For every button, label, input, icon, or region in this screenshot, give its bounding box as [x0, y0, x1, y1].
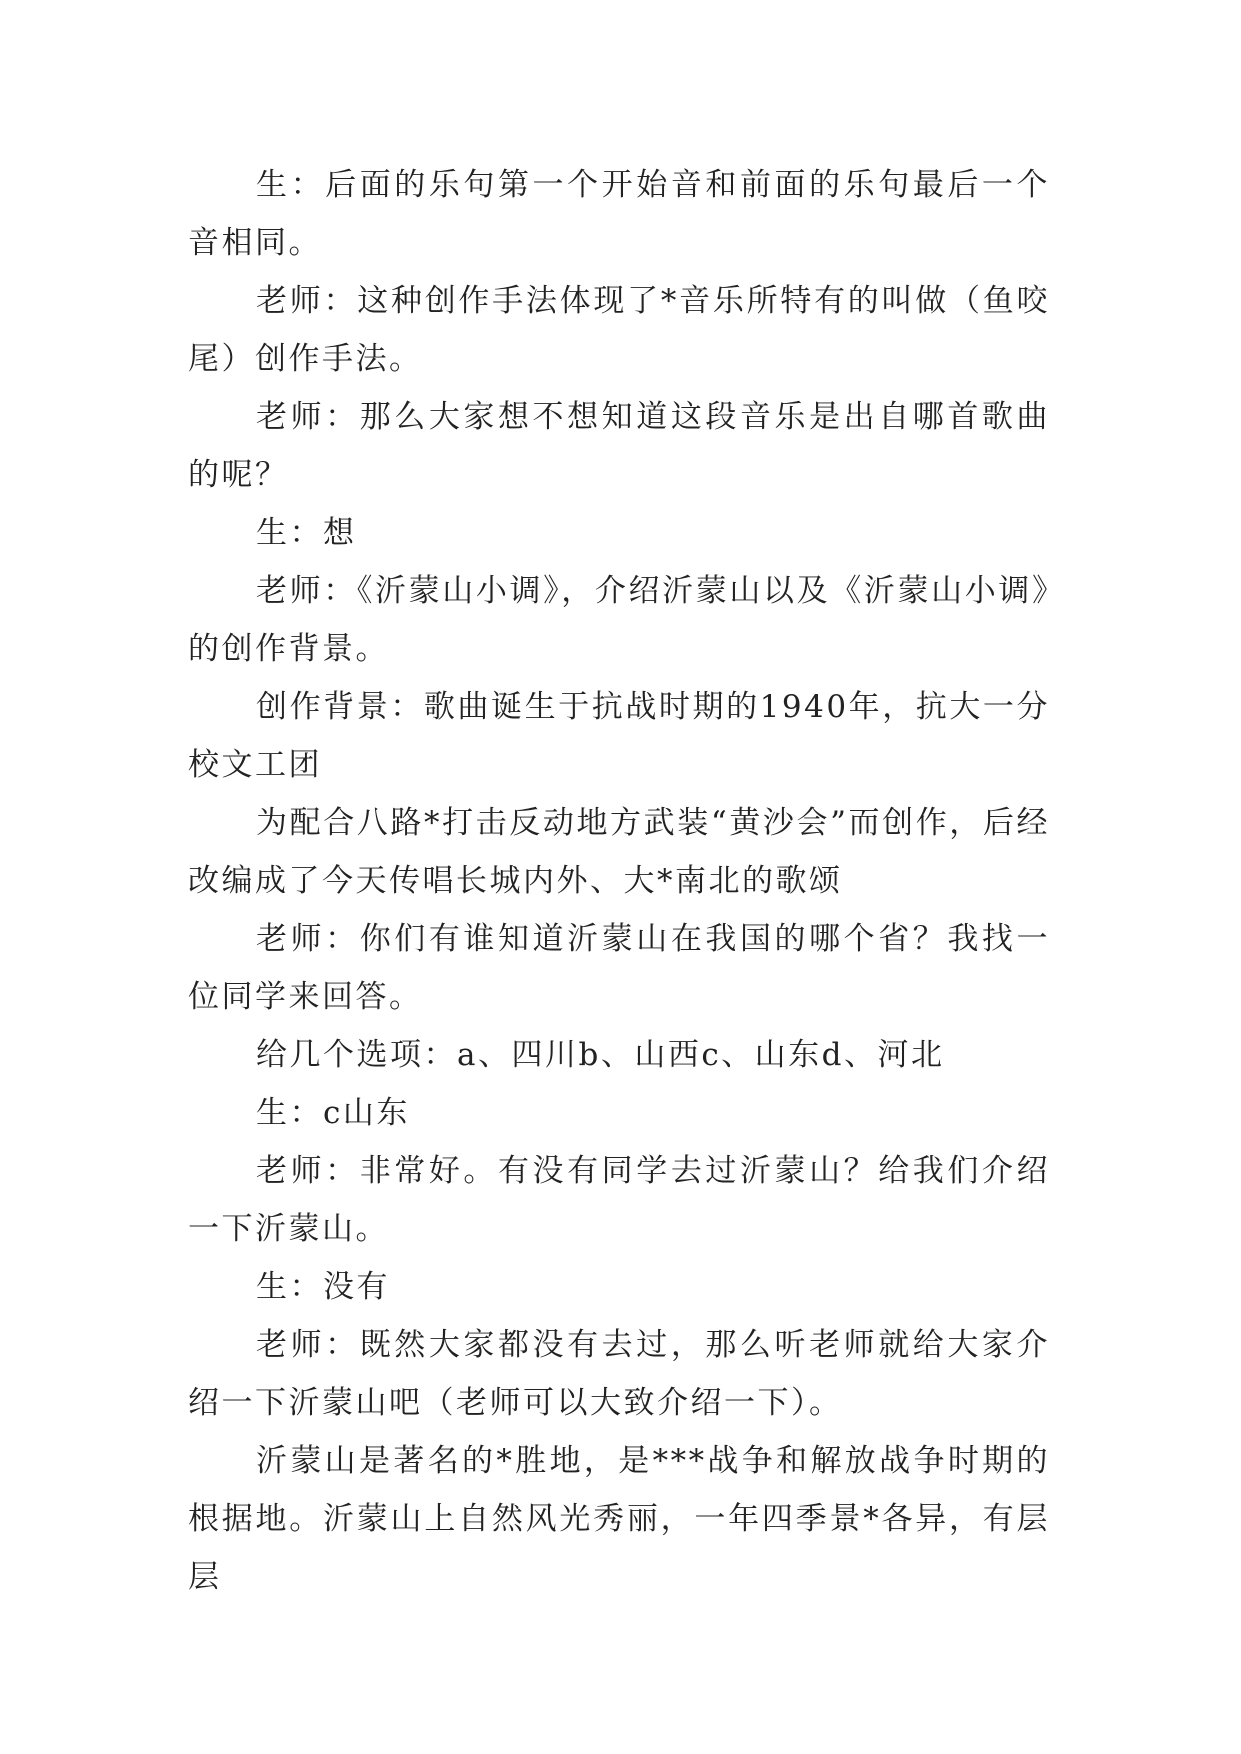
paragraph: 创作背景：歌曲诞生于抗战时期的1940年，抗大一分校文工团 [188, 689, 1050, 783]
paragraph: 生：想 [256, 515, 357, 551]
paragraph: 沂蒙山是著名的*胜地，是***战争和解放战争时期的根据地。沂蒙山上自然风光秀丽，一年四季景*各异，有层层 [188, 1443, 1050, 1595]
paragraph: 老师：既然大家都没有去过，那么听老师就给大家介绍一下沂蒙山吧（老师可以大致介绍一下）。 [188, 1327, 1050, 1421]
paragraph: 为配合八路*打击反动地方武装“黄沙会”而创作，后经改编成了今天传唱长城内外、大*南北的歌颂 [188, 805, 1050, 899]
paragraph: 老师：这种创作手法体现了*音乐所特有的叫做（鱼咬尾）创作手法。 [188, 283, 1050, 377]
document-body [188, 156, 1050, 1606]
paragraph: 老师：你们有谁知道沂蒙山在我国的哪个省？我找一位同学来回答。 [188, 921, 1050, 1015]
paragraph: 老师：《沂蒙山小调》，介绍沂蒙山以及《沂蒙山小调》的创作背景。 [188, 573, 1050, 667]
paragraph: 生：没有 [256, 1269, 390, 1305]
paragraph: 给几个选项：a、四川b、山西c、山东d、河北 [256, 1037, 945, 1073]
paragraph: 老师：非常好。有没有同学去过沂蒙山？给我们介绍一下沂蒙山。 [188, 1153, 1050, 1247]
paragraph: 老师：那么大家想不想知道这段音乐是出自哪首歌曲的呢？ [188, 399, 1050, 493]
paragraph: 生：后面的乐句第一个开始音和前面的乐句最后一个音相同。 [188, 167, 1050, 261]
paragraph: 生：c山东 [256, 1095, 410, 1131]
